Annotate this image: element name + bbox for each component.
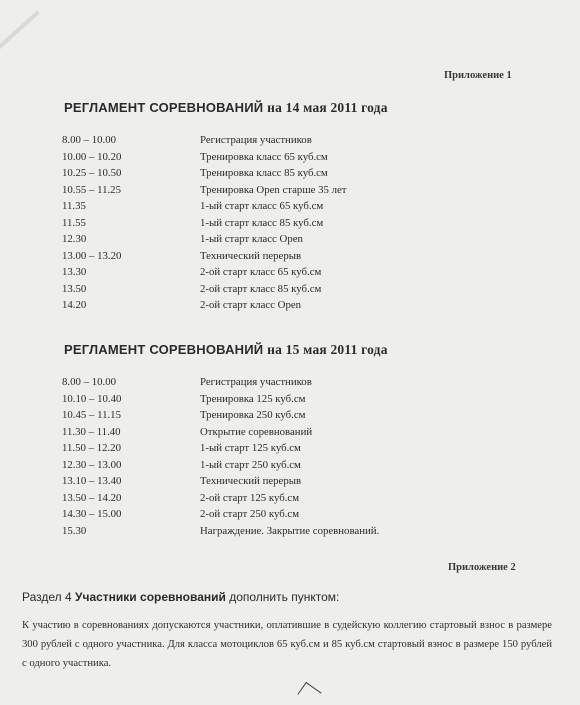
schedule-time: 11.35 (62, 200, 86, 212)
schedule-row (62, 149, 347, 166)
heading-title: РЕГЛАМЕНТ СОРЕВНОВАНИЙ (64, 100, 264, 115)
section-4-heading (22, 590, 339, 604)
schedule-time: 13.10 – 13.40 (62, 475, 122, 487)
schedule-time: 10.45 – 11.15 (62, 409, 121, 421)
schedule-row (62, 523, 379, 540)
schedule-time: 12.30 – 13.00 (62, 458, 122, 471)
appendix-1-label: Приложение 1 (444, 70, 512, 81)
schedule-time: 8.00 – 10.00 (62, 376, 116, 388)
appendix-2-label: Приложение 2 (448, 562, 516, 573)
signature-mark (297, 682, 321, 705)
schedule-row (62, 391, 379, 408)
schedule-event: 2-ой старт класс 65 куб.см (200, 266, 322, 278)
schedule-row (62, 248, 347, 265)
schedule-row (62, 215, 347, 232)
heading-date: на 14 мая 2011 года (267, 100, 388, 115)
schedule-event: Тренировка 125 куб.см (200, 392, 306, 405)
participants-paragraph: К участию в соревнованиях допускаются участники, оплатившие в судейскую коллегию стартовый взнос в размере 300 рублей с одного участника. Для класса мотоциклов 65 куб.см и 85 куб.см стартовый взнос в размере 150 рублей с одного участника. (22, 620, 552, 669)
schedule-time: 13.50 (62, 282, 87, 295)
schedule-day2-list (62, 374, 379, 539)
schedule-time: 11.50 – 12.20 (62, 442, 121, 454)
schedule-row (62, 264, 347, 281)
schedule-time: 15.30 (62, 524, 87, 537)
schedule-event: 2-ой старт 125 куб.см (200, 491, 300, 504)
schedule-row (62, 297, 347, 314)
schedule-row (62, 457, 379, 474)
schedule-event: Тренировка класс 65 куб.см (200, 150, 328, 163)
schedule-event: 2-ой старт класс 85 куб.см (200, 282, 322, 295)
schedule-row (62, 281, 347, 298)
schedule-time: 13.00 – 13.20 (62, 249, 122, 262)
schedule-time: 10.55 – 11.25 (62, 183, 121, 196)
schedule-day2-heading (64, 342, 388, 358)
schedule-row (62, 231, 347, 248)
section-suffix: дополнить пунктом: (225, 590, 340, 604)
schedule-time: 8.00 – 10.00 (62, 134, 116, 146)
schedule-row (62, 473, 379, 490)
schedule-row (62, 440, 379, 457)
schedule-day1-heading (64, 100, 388, 116)
schedule-event: Регистрация участников (200, 134, 312, 146)
heading-title: РЕГЛАМЕНТ СОРЕВНОВАНИЙ (64, 342, 264, 357)
schedule-event: 1-ый старт 125 куб.см (200, 442, 301, 454)
heading-date: на 15 мая 2011 года (267, 342, 388, 357)
schedule-time: 14.20 (62, 299, 87, 311)
schedule-event: Регистрация участников (200, 376, 312, 388)
schedule-event: Награждение. Закрытие соревнований. (200, 524, 380, 537)
schedule-day1-list (62, 132, 347, 314)
schedule-time: 10.00 – 10.20 (62, 150, 122, 163)
schedule-row (62, 490, 379, 507)
schedule-time: 10.25 – 10.50 (62, 167, 122, 179)
schedule-event: 1-ый старт класс Open (200, 233, 303, 245)
schedule-time: 13.30 (62, 266, 87, 278)
schedule-row (62, 132, 347, 149)
schedule-time: 12.30 (62, 233, 87, 245)
schedule-time: 13.50 – 14.20 (62, 491, 122, 504)
schedule-row (62, 198, 347, 215)
schedule-time: 11.30 – 11.40 (62, 425, 121, 438)
schedule-row (62, 165, 347, 182)
schedule-row (62, 374, 379, 391)
schedule-row (62, 407, 379, 424)
schedule-event: 1-ый старт 250 куб.см (200, 458, 301, 471)
schedule-time: 10.10 – 10.40 (62, 392, 122, 405)
schedule-event: 2-ой старт 250 куб.см (200, 508, 300, 520)
schedule-row (62, 506, 379, 523)
schedule-event: Тренировка Open старше 35 лет (200, 183, 347, 196)
schedule-event: Технический перерыв (200, 475, 302, 487)
schedule-event: Технический перерыв (200, 249, 302, 262)
schedule-time: 14.30 – 15.00 (62, 508, 122, 520)
page-fold-mark (0, 10, 40, 73)
schedule-event: Тренировка 250 куб.см (200, 409, 306, 421)
schedule-event: 2-ой старт класс Open (200, 299, 302, 311)
schedule-row (62, 424, 379, 441)
schedule-event: Открытие соревнований (200, 425, 313, 438)
schedule-event: 1-ый старт класс 85 куб.см (200, 216, 324, 229)
schedule-row (62, 182, 347, 199)
schedule-event: 1-ый старт класс 65 куб.см (200, 200, 324, 212)
section-prefix: Раздел 4 (22, 590, 76, 604)
schedule-time: 11.55 (62, 216, 86, 229)
schedule-event: Тренировка класс 85 куб.см (200, 167, 328, 179)
section-bold-title: Участники соревнований (75, 590, 226, 604)
